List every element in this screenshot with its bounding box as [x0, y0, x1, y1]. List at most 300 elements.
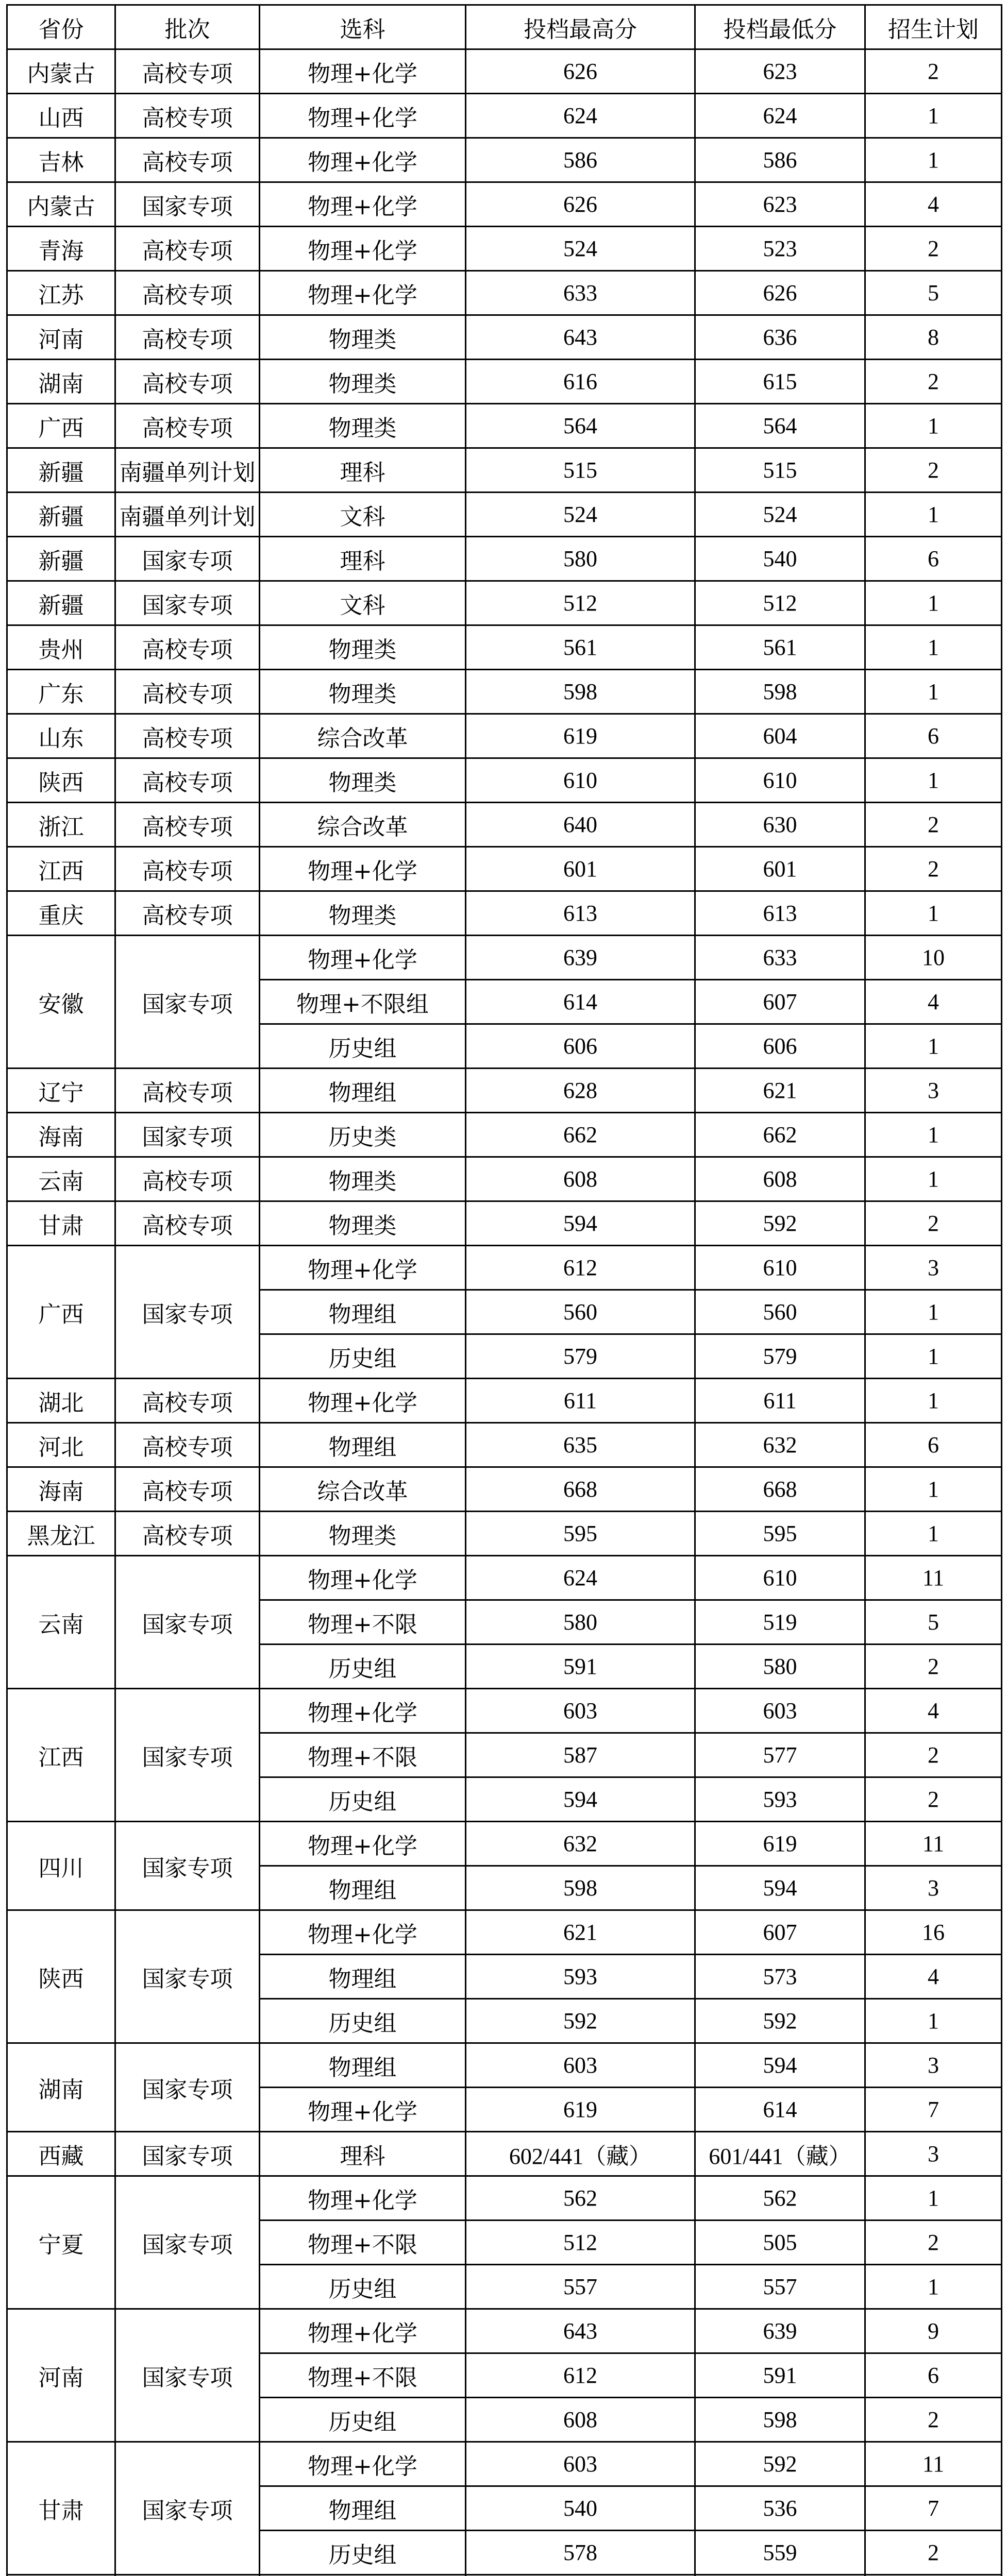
- cell-subject: 物理+化学: [260, 2442, 466, 2486]
- cell-subject: 物理组: [260, 1423, 466, 1467]
- cell-plan: 2: [865, 2398, 1002, 2442]
- cell-max-score: 603: [466, 2442, 695, 2486]
- cell-subject: 物理+化学: [260, 49, 466, 94]
- cell-min-score: 639: [695, 2309, 865, 2353]
- cell-batch: 国家专项: [115, 581, 260, 625]
- header-row: [7, 5, 1002, 49]
- cell-province: 云南: [7, 1556, 115, 1689]
- cell-plan: 7: [865, 2088, 1002, 2132]
- admissions-table: [6, 4, 1002, 2576]
- cell-province: 吉林: [7, 138, 115, 182]
- table-body: [7, 49, 1002, 2576]
- cell-subject: 物理+化学: [260, 182, 466, 227]
- cell-min-score: 607: [695, 980, 865, 1024]
- cell-subject: 历史组: [260, 1777, 466, 1822]
- cell-batch: 国家专项: [115, 1910, 260, 2043]
- cell-min-score: 561: [695, 625, 865, 670]
- cell-min-score: 586: [695, 138, 865, 182]
- cell-subject: 物理+化学: [260, 227, 466, 271]
- cell-plan: 1: [865, 625, 1002, 670]
- table-row: [7, 2176, 1002, 2221]
- cell-subject: 物理组: [260, 1290, 466, 1334]
- table-row: [7, 936, 1002, 980]
- cell-max-score: 587: [466, 1733, 695, 1777]
- table-row: [7, 2043, 1002, 2088]
- cell-min-score: 577: [695, 1733, 865, 1777]
- cell-batch: 高校专项: [115, 1201, 260, 1246]
- cell-max-score: 586: [466, 138, 695, 182]
- cell-subject: 历史组: [260, 2265, 466, 2309]
- cell-plan: 1: [865, 94, 1002, 138]
- cell-max-score: 668: [466, 1467, 695, 1512]
- cell-max-score: 643: [466, 2309, 695, 2353]
- table-row: [7, 1822, 1002, 1866]
- cell-min-score: 606: [695, 1024, 865, 1069]
- cell-province: 湖南: [7, 360, 115, 404]
- cell-max-score: 578: [466, 2531, 695, 2575]
- table-row: [7, 1379, 1002, 1423]
- cell-min-score: 610: [695, 1246, 865, 1290]
- cell-min-score: 633: [695, 936, 865, 980]
- cell-plan: 4: [865, 980, 1002, 1024]
- table-row: [7, 1246, 1002, 1290]
- cell-plan: 4: [865, 1689, 1002, 1733]
- cell-province: 江西: [7, 847, 115, 891]
- cell-max-score: 616: [466, 360, 695, 404]
- cell-subject: 物理+化学: [260, 2176, 466, 2221]
- table-row: [7, 581, 1002, 625]
- cell-plan: 1: [865, 2176, 1002, 2221]
- cell-subject: 物理+化学: [260, 847, 466, 891]
- cell-province: 河南: [7, 2309, 115, 2442]
- cell-province: 广东: [7, 670, 115, 714]
- cell-batch: 南疆单列计划: [115, 493, 260, 537]
- cell-min-score: 592: [695, 2442, 865, 2486]
- cell-max-score: 640: [466, 803, 695, 847]
- cell-max-score: 639: [466, 936, 695, 980]
- cell-subject: 综合改革: [260, 1467, 466, 1512]
- cell-subject: 物理类: [260, 1512, 466, 1556]
- cell-batch: 国家专项: [115, 537, 260, 581]
- header-max-score: 投档最高分: [466, 5, 695, 49]
- cell-subject: 理科: [260, 537, 466, 581]
- cell-max-score: 635: [466, 1423, 695, 1467]
- cell-min-score: 623: [695, 182, 865, 227]
- cell-max-score: 626: [466, 182, 695, 227]
- table-row: [7, 670, 1002, 714]
- cell-max-score: 624: [466, 94, 695, 138]
- cell-min-score: 591: [695, 2353, 865, 2398]
- cell-subject: 物理+不限: [260, 1600, 466, 1645]
- cell-province: 河南: [7, 315, 115, 360]
- cell-province: 黑龙江: [7, 1512, 115, 1556]
- cell-min-score: 557: [695, 2265, 865, 2309]
- header-min-score: 投档最低分: [695, 5, 865, 49]
- table-row: [7, 2442, 1002, 2486]
- cell-subject: 历史组: [260, 2398, 466, 2442]
- cell-batch: 高校专项: [115, 625, 260, 670]
- cell-min-score: 519: [695, 1600, 865, 1645]
- cell-province: 安徽: [7, 936, 115, 1069]
- cell-subject: 物理组: [260, 1955, 466, 1999]
- cell-max-score: 524: [466, 493, 695, 537]
- cell-min-score: 601/441（藏）: [695, 2132, 865, 2176]
- cell-plan: 11: [865, 1822, 1002, 1866]
- table-row: [7, 404, 1002, 448]
- cell-subject: 历史组: [260, 2531, 466, 2575]
- cell-subject: 物理类: [260, 404, 466, 448]
- table-row: [7, 1113, 1002, 1157]
- cell-max-score: 598: [466, 670, 695, 714]
- cell-batch: 国家专项: [115, 2132, 260, 2176]
- cell-min-score: 592: [695, 1201, 865, 1246]
- cell-subject: 文科: [260, 493, 466, 537]
- cell-batch: 高校专项: [115, 94, 260, 138]
- cell-min-score: 523: [695, 227, 865, 271]
- cell-subject: 物理组: [260, 1069, 466, 1113]
- cell-subject: 物理类: [260, 360, 466, 404]
- cell-max-score: 601: [466, 847, 695, 891]
- cell-max-score: 515: [466, 448, 695, 493]
- cell-batch: 南疆单列计划: [115, 448, 260, 493]
- cell-max-score: 614: [466, 980, 695, 1024]
- cell-min-score: 601: [695, 847, 865, 891]
- cell-subject: 物理+化学: [260, 936, 466, 980]
- cell-plan: 1: [865, 581, 1002, 625]
- cell-subject: 物理类: [260, 1201, 466, 1246]
- cell-plan: 1: [865, 1290, 1002, 1334]
- cell-min-score: 621: [695, 1069, 865, 1113]
- table-row: [7, 758, 1002, 803]
- cell-province: 宁夏: [7, 2176, 115, 2309]
- cell-province: 贵州: [7, 625, 115, 670]
- table-row: [7, 315, 1002, 360]
- cell-plan: 1: [865, 1113, 1002, 1157]
- cell-min-score: 595: [695, 1512, 865, 1556]
- cell-batch: 国家专项: [115, 2176, 260, 2309]
- cell-province: 陕西: [7, 1910, 115, 2043]
- cell-max-score: 613: [466, 891, 695, 936]
- cell-subject: 物理+化学: [260, 271, 466, 315]
- cell-batch: 国家专项: [115, 2309, 260, 2442]
- cell-min-score: 560: [695, 1290, 865, 1334]
- cell-plan: 5: [865, 271, 1002, 315]
- cell-plan: 3: [865, 1069, 1002, 1113]
- cell-province: 湖南: [7, 2043, 115, 2132]
- cell-province: 浙江: [7, 803, 115, 847]
- cell-batch: 国家专项: [115, 2043, 260, 2132]
- cell-batch: 高校专项: [115, 1512, 260, 1556]
- cell-min-score: 515: [695, 448, 865, 493]
- cell-max-score: 560: [466, 1290, 695, 1334]
- header-province: 省份: [7, 5, 115, 49]
- cell-max-score: 595: [466, 1512, 695, 1556]
- cell-plan: 2: [865, 2221, 1002, 2265]
- cell-max-score: 591: [466, 1645, 695, 1689]
- cell-max-score: 602/441（藏）: [466, 2132, 695, 2176]
- cell-batch: 国家专项: [115, 182, 260, 227]
- cell-min-score: 619: [695, 1822, 865, 1866]
- cell-batch: 高校专项: [115, 138, 260, 182]
- cell-min-score: 610: [695, 1556, 865, 1600]
- cell-max-score: 611: [466, 1379, 695, 1423]
- cell-batch: 国家专项: [115, 1113, 260, 1157]
- cell-subject: 物理组: [260, 2043, 466, 2088]
- cell-min-score: 610: [695, 758, 865, 803]
- cell-min-score: 598: [695, 670, 865, 714]
- cell-max-score: 643: [466, 315, 695, 360]
- cell-min-score: 580: [695, 1645, 865, 1689]
- cell-province: 内蒙古: [7, 182, 115, 227]
- cell-batch: 高校专项: [115, 1423, 260, 1467]
- cell-province: 四川: [7, 1822, 115, 1910]
- cell-min-score: 594: [695, 1866, 865, 1910]
- cell-province: 江西: [7, 1689, 115, 1822]
- cell-plan: 6: [865, 1423, 1002, 1467]
- cell-min-score: 615: [695, 360, 865, 404]
- cell-subject: 物理+化学: [260, 2309, 466, 2353]
- cell-batch: 高校专项: [115, 847, 260, 891]
- cell-max-score: 579: [466, 1334, 695, 1379]
- cell-batch: 高校专项: [115, 1069, 260, 1113]
- cell-subject: 物理类: [260, 315, 466, 360]
- cell-subject: 综合改革: [260, 803, 466, 847]
- cell-batch: 高校专项: [115, 1467, 260, 1512]
- cell-subject: 物理+不限组: [260, 980, 466, 1024]
- cell-province: 云南: [7, 1157, 115, 1201]
- cell-plan: 1: [865, 1999, 1002, 2043]
- cell-plan: 1: [865, 1024, 1002, 1069]
- cell-max-score: 580: [466, 537, 695, 581]
- cell-plan: 1: [865, 138, 1002, 182]
- table-row: [7, 1689, 1002, 1733]
- cell-plan: 4: [865, 182, 1002, 227]
- cell-subject: 历史组: [260, 1024, 466, 1069]
- table-row: [7, 448, 1002, 493]
- cell-max-score: 540: [466, 2486, 695, 2531]
- cell-province: 新疆: [7, 493, 115, 537]
- cell-subject: 综合改革: [260, 714, 466, 758]
- cell-min-score: 662: [695, 1113, 865, 1157]
- header-batch: 批次: [115, 5, 260, 49]
- cell-min-score: 562: [695, 2176, 865, 2221]
- cell-max-score: 594: [466, 1777, 695, 1822]
- cell-min-score: 505: [695, 2221, 865, 2265]
- cell-min-score: 559: [695, 2531, 865, 2575]
- cell-subject: 物理类: [260, 891, 466, 936]
- cell-batch: 高校专项: [115, 1379, 260, 1423]
- cell-plan: 1: [865, 1334, 1002, 1379]
- cell-min-score: 593: [695, 1777, 865, 1822]
- table-row: [7, 227, 1002, 271]
- table-row: [7, 1069, 1002, 1113]
- table-row: [7, 271, 1002, 315]
- cell-min-score: 632: [695, 1423, 865, 1467]
- cell-max-score: 603: [466, 2043, 695, 2088]
- cell-subject: 物理+化学: [260, 1910, 466, 1955]
- table-row: [7, 49, 1002, 94]
- cell-province: 河北: [7, 1423, 115, 1467]
- cell-plan: 6: [865, 537, 1002, 581]
- cell-min-score: 630: [695, 803, 865, 847]
- table-row: [7, 891, 1002, 936]
- cell-plan: 2: [865, 1201, 1002, 1246]
- cell-batch: 国家专项: [115, 1556, 260, 1689]
- cell-subject: 历史组: [260, 1645, 466, 1689]
- cell-plan: 6: [865, 2353, 1002, 2398]
- cell-province: 山西: [7, 94, 115, 138]
- table-row: [7, 2309, 1002, 2353]
- cell-max-score: 608: [466, 2398, 695, 2442]
- cell-max-score: 662: [466, 1113, 695, 1157]
- table-row: [7, 1467, 1002, 1512]
- cell-batch: 国家专项: [115, 1689, 260, 1822]
- cell-max-score: 619: [466, 2088, 695, 2132]
- cell-subject: 物理+化学: [260, 1822, 466, 1866]
- table-row: [7, 537, 1002, 581]
- cell-batch: 高校专项: [115, 758, 260, 803]
- cell-plan: 2: [865, 1733, 1002, 1777]
- cell-max-score: 612: [466, 2353, 695, 2398]
- cell-min-score: 512: [695, 581, 865, 625]
- cell-min-score: 524: [695, 493, 865, 537]
- cell-max-score: 594: [466, 1201, 695, 1246]
- cell-province: 海南: [7, 1113, 115, 1157]
- cell-max-score: 626: [466, 49, 695, 94]
- cell-batch: 高校专项: [115, 227, 260, 271]
- table-row: [7, 1556, 1002, 1600]
- table-row: [7, 1512, 1002, 1556]
- table-row: [7, 2132, 1002, 2176]
- cell-plan: 11: [865, 2442, 1002, 2486]
- cell-plan: 3: [865, 1246, 1002, 1290]
- cell-subject: 理科: [260, 448, 466, 493]
- cell-batch: 国家专项: [115, 1822, 260, 1910]
- cell-plan: 3: [865, 2132, 1002, 2176]
- cell-batch: 高校专项: [115, 803, 260, 847]
- cell-plan: 2: [865, 2531, 1002, 2575]
- cell-batch: 高校专项: [115, 891, 260, 936]
- cell-subject: 物理类: [260, 625, 466, 670]
- cell-province: 江苏: [7, 271, 115, 315]
- cell-plan: 1: [865, 1467, 1002, 1512]
- cell-province: 广西: [7, 1246, 115, 1379]
- cell-subject: 物理+化学: [260, 94, 466, 138]
- table-row: [7, 625, 1002, 670]
- cell-max-score: 593: [466, 1955, 695, 1999]
- cell-max-score: 632: [466, 1822, 695, 1866]
- cell-province: 西藏: [7, 2132, 115, 2176]
- cell-plan: 1: [865, 891, 1002, 936]
- cell-max-score: 606: [466, 1024, 695, 1069]
- cell-plan: 10: [865, 936, 1002, 980]
- cell-min-score: 592: [695, 1999, 865, 2043]
- cell-subject: 物理+化学: [260, 1379, 466, 1423]
- cell-max-score: 512: [466, 2221, 695, 2265]
- cell-plan: 3: [865, 1866, 1002, 1910]
- cell-plan: 2: [865, 49, 1002, 94]
- cell-plan: 1: [865, 493, 1002, 537]
- cell-max-score: 603: [466, 1689, 695, 1733]
- cell-min-score: 598: [695, 2398, 865, 2442]
- cell-max-score: 621: [466, 1910, 695, 1955]
- cell-max-score: 619: [466, 714, 695, 758]
- cell-max-score: 557: [466, 2265, 695, 2309]
- cell-max-score: 564: [466, 404, 695, 448]
- cell-province: 新疆: [7, 537, 115, 581]
- cell-plan: 2: [865, 847, 1002, 891]
- cell-plan: 1: [865, 670, 1002, 714]
- cell-plan: 2: [865, 803, 1002, 847]
- cell-batch: 高校专项: [115, 404, 260, 448]
- cell-min-score: 564: [695, 404, 865, 448]
- cell-max-score: 624: [466, 1556, 695, 1600]
- cell-batch: 高校专项: [115, 271, 260, 315]
- cell-subject: 物理+不限: [260, 2353, 466, 2398]
- cell-max-score: 633: [466, 271, 695, 315]
- cell-plan: 1: [865, 404, 1002, 448]
- cell-batch: 高校专项: [115, 315, 260, 360]
- cell-plan: 1: [865, 758, 1002, 803]
- cell-batch: 国家专项: [115, 2442, 260, 2575]
- cell-province: 甘肃: [7, 1201, 115, 1246]
- cell-province: 海南: [7, 1467, 115, 1512]
- cell-plan: 2: [865, 360, 1002, 404]
- cell-plan: 1: [865, 1157, 1002, 1201]
- cell-plan: 9: [865, 2309, 1002, 2353]
- cell-min-score: 536: [695, 2486, 865, 2531]
- table-row: [7, 803, 1002, 847]
- cell-subject: 物理类: [260, 1157, 466, 1201]
- cell-province: 辽宁: [7, 1069, 115, 1113]
- table-row: [7, 1157, 1002, 1201]
- table-row: [7, 182, 1002, 227]
- cell-subject: 物理+化学: [260, 1556, 466, 1600]
- cell-subject: 物理组: [260, 2486, 466, 2531]
- cell-plan: 2: [865, 1777, 1002, 1822]
- cell-min-score: 608: [695, 1157, 865, 1201]
- cell-province: 湖北: [7, 1379, 115, 1423]
- cell-min-score: 603: [695, 1689, 865, 1733]
- cell-min-score: 613: [695, 891, 865, 936]
- cell-province: 广西: [7, 404, 115, 448]
- cell-max-score: 592: [466, 1999, 695, 2043]
- cell-province: 内蒙古: [7, 49, 115, 94]
- cell-min-score: 636: [695, 315, 865, 360]
- cell-min-score: 623: [695, 49, 865, 94]
- cell-max-score: 628: [466, 1069, 695, 1113]
- cell-plan: 2: [865, 448, 1002, 493]
- cell-subject: 物理+不限: [260, 1733, 466, 1777]
- table-row: [7, 1423, 1002, 1467]
- cell-max-score: 612: [466, 1246, 695, 1290]
- cell-subject: 物理+化学: [260, 2088, 466, 2132]
- cell-province: 甘肃: [7, 2442, 115, 2575]
- cell-province: 山东: [7, 714, 115, 758]
- cell-max-score: 598: [466, 1866, 695, 1910]
- cell-subject: 文科: [260, 581, 466, 625]
- cell-min-score: 594: [695, 2043, 865, 2088]
- cell-plan: 1: [865, 1512, 1002, 1556]
- cell-min-score: 573: [695, 1955, 865, 1999]
- header-plan: 招生计划: [865, 5, 1002, 49]
- cell-max-score: 562: [466, 2176, 695, 2221]
- cell-plan: 8: [865, 315, 1002, 360]
- cell-min-score: 611: [695, 1379, 865, 1423]
- cell-batch: 高校专项: [115, 670, 260, 714]
- cell-min-score: 540: [695, 537, 865, 581]
- cell-min-score: 614: [695, 2088, 865, 2132]
